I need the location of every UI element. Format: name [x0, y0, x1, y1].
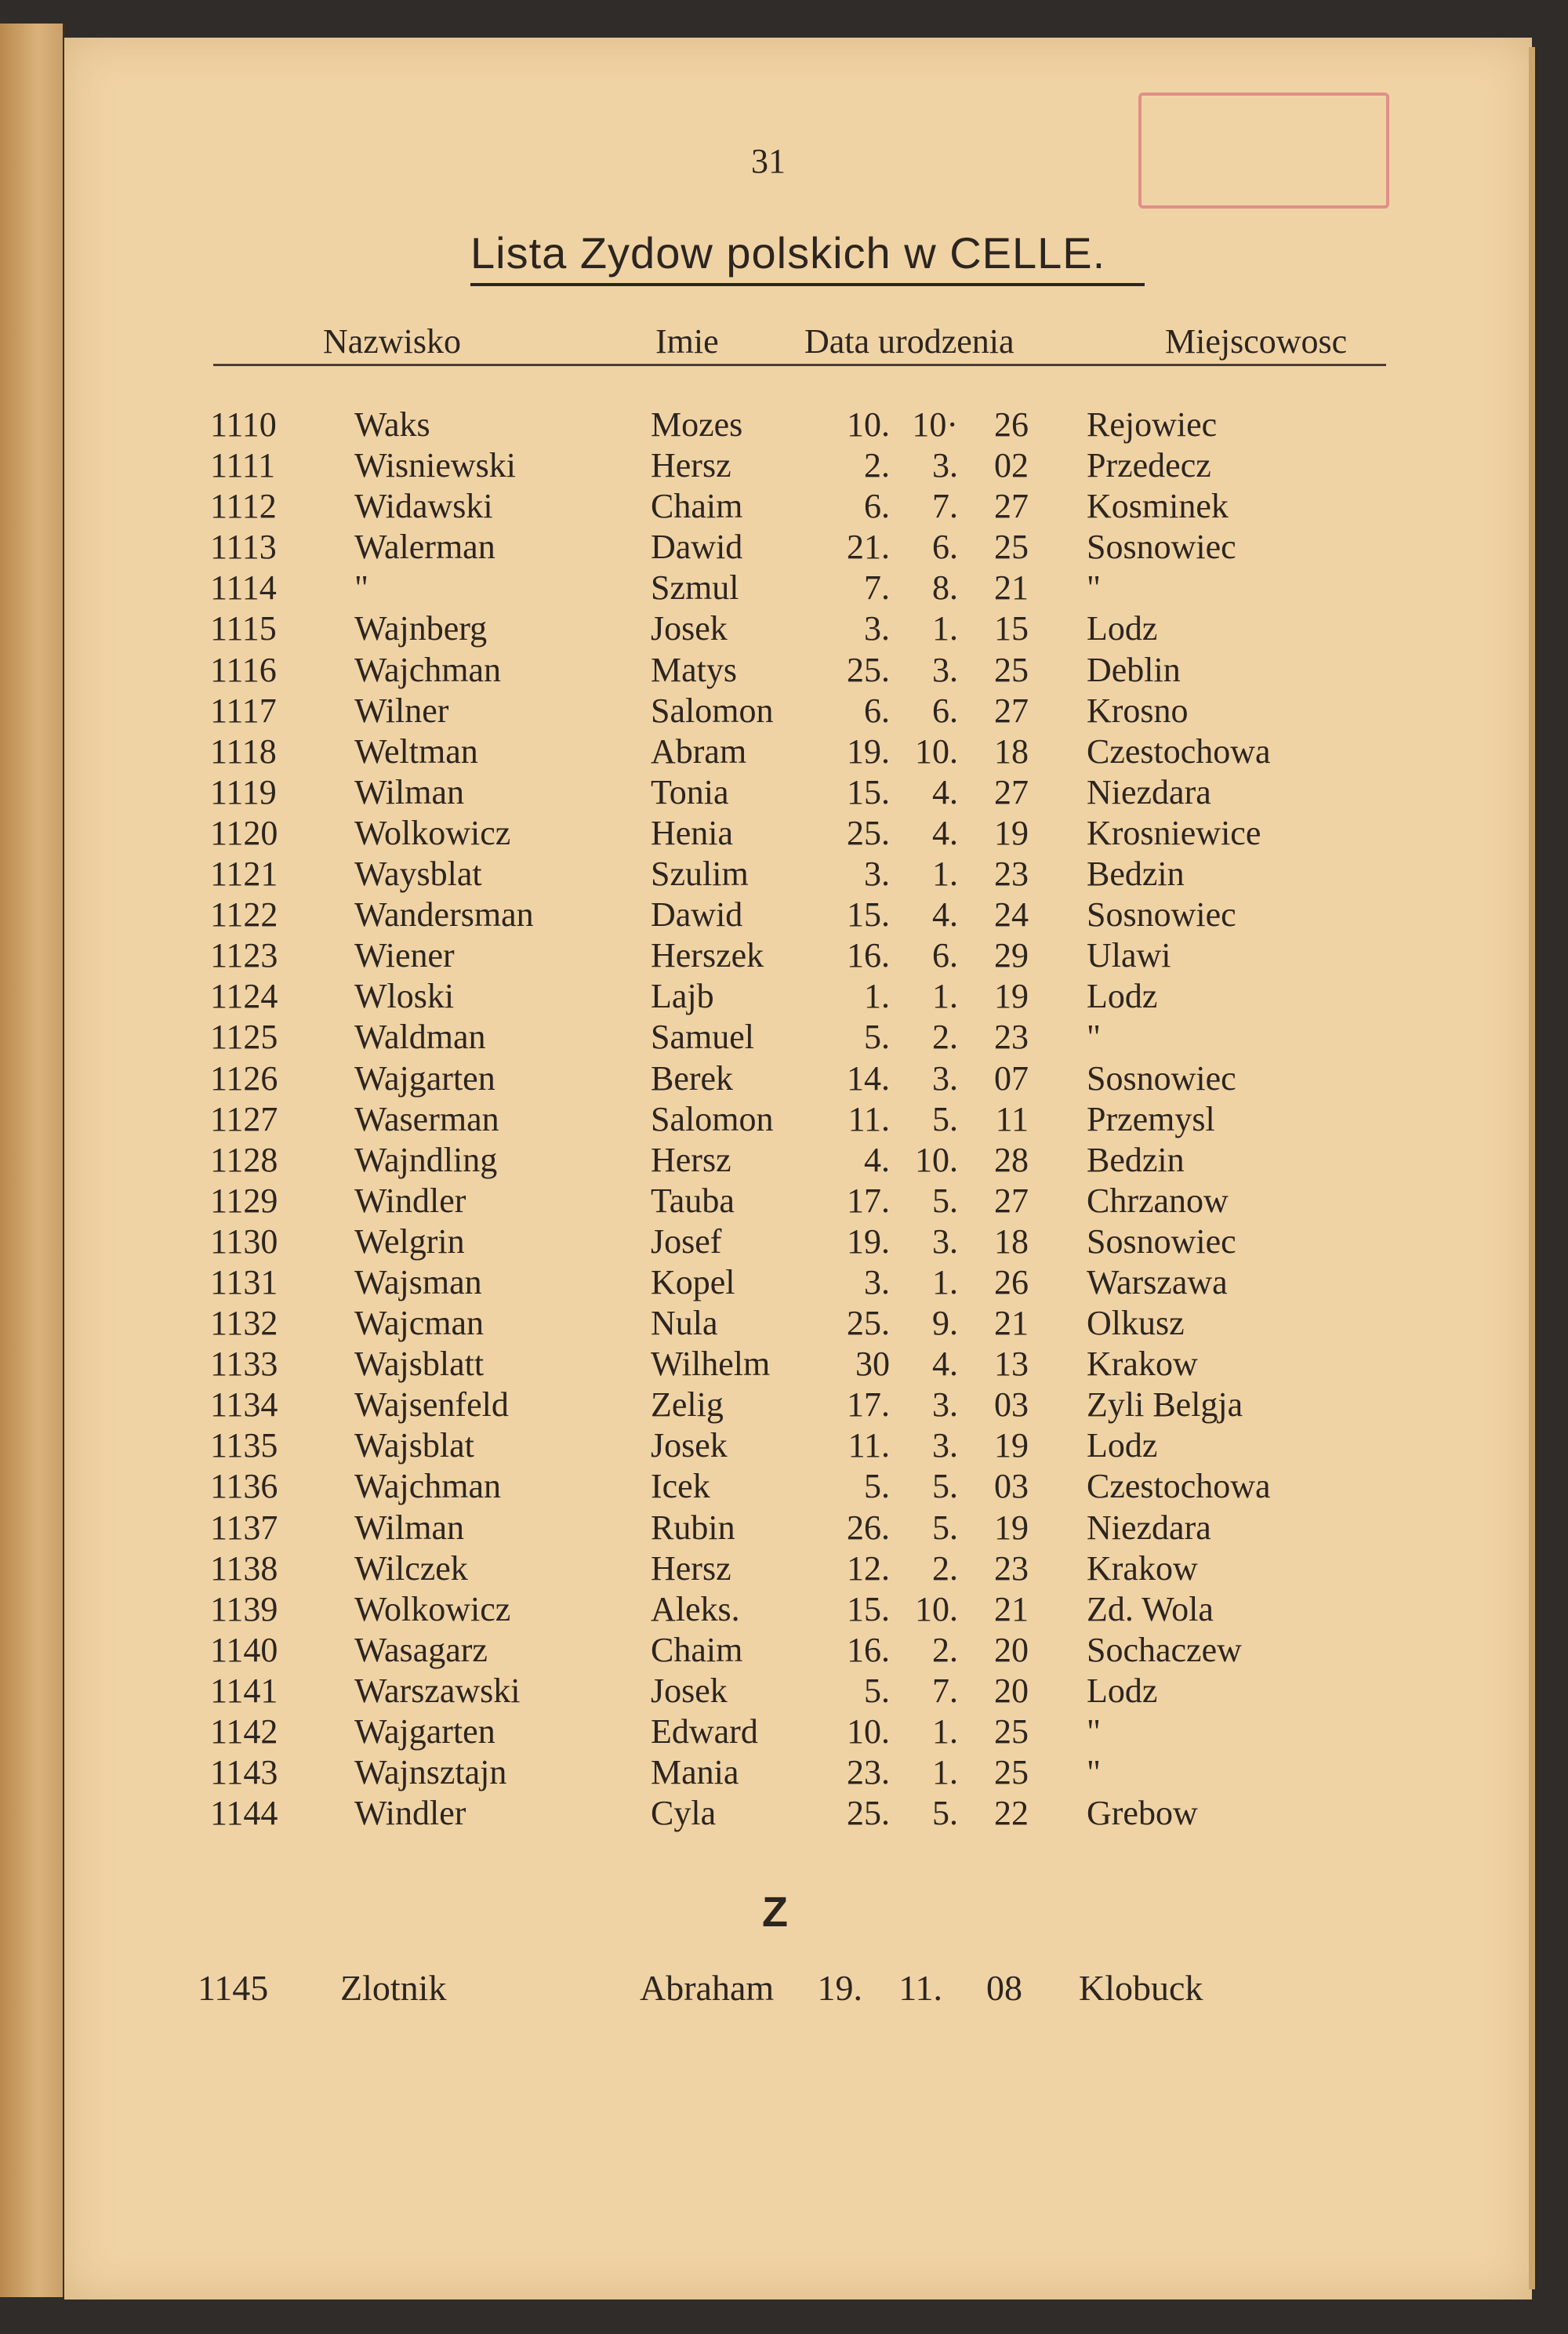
entry-number: 1111 [210, 446, 276, 485]
birth-year: 19 [994, 1508, 1029, 1547]
table-row [0, 772, 1568, 813]
entry-number: 1145 [198, 1968, 269, 2008]
table-row [0, 1466, 1568, 1507]
first-name: Hersz [651, 446, 731, 485]
birth-month: 4. [932, 813, 958, 852]
table-row [0, 1425, 1568, 1466]
surname: Wilman [354, 772, 464, 811]
surname: Wilner [354, 691, 449, 730]
place: Czestochowa [1087, 1467, 1271, 1506]
surname: Zlotnik [340, 1968, 447, 2008]
table-row [0, 1344, 1568, 1385]
birth-day: 12. [847, 1548, 890, 1588]
place: Sochaczew [1087, 1630, 1242, 1669]
place: " [1087, 568, 1101, 608]
first-name: Aleks. [651, 1589, 740, 1628]
entry-number: 1130 [210, 1221, 278, 1261]
birth-day: 11. [848, 1099, 890, 1138]
place: Ulawi [1087, 936, 1171, 975]
birth-day: 17. [847, 1385, 890, 1425]
place: Krosniewice [1087, 813, 1261, 852]
birth-month: 1. [932, 977, 958, 1016]
surname: Wloski [354, 977, 455, 1016]
table-row [0, 1303, 1568, 1344]
place: " [1087, 1753, 1101, 1792]
birth-day: 6. [864, 487, 890, 526]
place: Sosnowiec [1087, 1058, 1236, 1098]
place: " [1087, 1712, 1101, 1751]
first-name: Tauba [651, 1181, 735, 1220]
table-row [0, 1630, 1568, 1671]
surname: Wolkowicz [354, 813, 511, 852]
birth-month: 10. [915, 731, 958, 771]
first-name: Rubin [651, 1508, 735, 1547]
birth-day: 5. [864, 1018, 890, 1057]
place: Bedzin [1087, 1140, 1185, 1179]
birth-year: 20 [994, 1630, 1029, 1669]
first-name: Tonia [651, 772, 729, 811]
birth-month: 3. [932, 446, 958, 485]
surname: Wandersman [354, 895, 534, 935]
first-name: Cyla [651, 1794, 717, 1833]
birth-day: 19. [847, 731, 890, 771]
place: Przemysl [1087, 1099, 1215, 1138]
first-name: Josek [651, 1426, 728, 1465]
birth-month: 1. [932, 855, 958, 894]
place: " [1087, 1018, 1101, 1057]
surname: Windler [354, 1794, 466, 1833]
birth-year: 08 [986, 1968, 1022, 2008]
surname: Waserman [354, 1099, 499, 1138]
surname: Wajndling [354, 1140, 498, 1179]
entry-number: 1119 [210, 772, 277, 811]
place: Kosminek [1087, 487, 1229, 526]
table-row [0, 1793, 1568, 1834]
first-name: Abram [651, 731, 747, 771]
first-name: Hersz [651, 1140, 731, 1179]
place: Olkusz [1087, 1304, 1185, 1343]
entry-number: 1116 [210, 650, 277, 689]
header-birth-date: Data urodzenia [804, 322, 1014, 361]
birth-day: 14. [847, 1058, 890, 1098]
birth-day: 10. [847, 1712, 890, 1751]
entry-number: 1139 [210, 1589, 278, 1628]
first-name: Nula [651, 1304, 718, 1343]
birth-month: 3. [932, 1221, 958, 1261]
birth-year: 25 [994, 528, 1029, 567]
first-name: Dawid [651, 895, 743, 935]
surname: Wajsman [354, 1262, 482, 1301]
table-row [0, 731, 1568, 772]
first-name: Zelig [651, 1385, 724, 1425]
birth-month: 4. [932, 895, 958, 935]
birth-year: 23 [994, 1548, 1029, 1588]
name-list [0, 405, 1568, 1834]
first-name: Mozes [651, 405, 743, 444]
birth-month: 4. [932, 772, 958, 811]
surname: Waks [354, 405, 430, 444]
birth-year: 21 [994, 568, 1029, 608]
page-number: 31 [751, 142, 786, 180]
place: Sosnowiec [1087, 895, 1236, 935]
first-name: Kopel [651, 1262, 735, 1301]
first-name: Matys [651, 650, 737, 689]
birth-month: 3. [932, 1058, 958, 1098]
first-name: Dawid [651, 528, 743, 567]
birth-day: 19. [847, 1221, 890, 1261]
first-name: Wilhelm [651, 1345, 771, 1384]
birth-month: 10. [915, 1589, 958, 1628]
table-row [0, 445, 1568, 486]
table-row [0, 1966, 1568, 2010]
entry-number: 1112 [210, 487, 277, 526]
surname: Wajcman [354, 1304, 485, 1343]
birth-month: 1. [932, 1753, 958, 1792]
surname: Wajgarten [354, 1058, 495, 1098]
table-row [0, 527, 1568, 568]
birth-year: 18 [994, 1221, 1029, 1261]
entry-number: 1134 [210, 1385, 278, 1425]
birth-year: 22 [994, 1794, 1029, 1833]
birth-day: 1. [864, 977, 890, 1016]
birth-day: 26. [847, 1508, 890, 1547]
entry-number: 1120 [210, 813, 278, 852]
surname: Waysblat [354, 855, 482, 894]
place: Rejowiec [1087, 405, 1218, 444]
table-row [0, 1671, 1568, 1711]
table-row [0, 1508, 1568, 1548]
place: Zd. Wola [1087, 1589, 1214, 1628]
birth-month: 5. [932, 1181, 958, 1220]
first-name: Chaim [651, 1630, 743, 1669]
birth-year: 11 [995, 1099, 1029, 1138]
surname: Widawski [354, 487, 493, 526]
table-row [0, 608, 1568, 649]
place: Krakow [1087, 1345, 1198, 1384]
entry-number: 1132 [210, 1304, 278, 1343]
birth-month: 3. [932, 650, 958, 689]
birth-day: 15. [847, 895, 890, 935]
surname: Wajnberg [354, 609, 488, 648]
birth-day: 16. [847, 936, 890, 975]
table-row [0, 1140, 1568, 1181]
surname: Wajsenfeld [354, 1385, 509, 1425]
place: Lodz [1087, 609, 1158, 648]
place: Deblin [1087, 650, 1181, 689]
surname: Wajsblatt [354, 1345, 485, 1384]
surname: Wajchman [354, 650, 502, 689]
birth-year: 25 [994, 650, 1029, 689]
birth-day: 7. [864, 568, 890, 608]
entry-number: 1127 [210, 1099, 278, 1138]
birth-day: 15. [847, 1589, 890, 1628]
entry-number: 1118 [210, 731, 277, 771]
birth-year: 27 [994, 1181, 1029, 1220]
surname: Waldman [354, 1018, 486, 1057]
birth-year: 19 [994, 1426, 1029, 1465]
birth-day: 5. [864, 1671, 890, 1710]
birth-year: 26 [994, 1262, 1029, 1301]
birth-month: 6. [932, 528, 958, 567]
table-row [0, 1058, 1568, 1099]
entry-number: 1110 [210, 405, 277, 444]
entry-number: 1143 [210, 1753, 278, 1792]
birth-day: 3. [864, 609, 890, 648]
header-place: Miejscowosc [1165, 322, 1348, 361]
birth-month: 7. [932, 487, 958, 526]
place: Lodz [1087, 977, 1158, 1016]
birth-month: 9. [932, 1304, 958, 1343]
surname: Wasagarz [354, 1630, 488, 1669]
first-name: Samuel [651, 1018, 754, 1057]
birth-day: 25. [847, 1794, 890, 1833]
first-name: Edward [651, 1712, 758, 1751]
header-first-name: Imie [655, 322, 719, 361]
entry-number: 1124 [210, 977, 278, 1016]
place: Lodz [1087, 1671, 1158, 1710]
entry-number: 1133 [210, 1345, 278, 1384]
entry-number: 1128 [210, 1140, 278, 1179]
surname: Windler [354, 1181, 466, 1220]
first-name: Josek [651, 609, 728, 648]
birth-month: 5. [932, 1794, 958, 1833]
birth-year: 13 [994, 1345, 1029, 1384]
table-row [0, 568, 1568, 608]
birth-month: 3. [932, 1385, 958, 1425]
entry-number: 1137 [210, 1508, 278, 1547]
birth-day: 21. [847, 528, 890, 567]
table-row [0, 1099, 1568, 1140]
birth-year: 20 [994, 1671, 1029, 1710]
birth-year: 19 [994, 813, 1029, 852]
birth-month: 5. [932, 1508, 958, 1547]
table-row [0, 691, 1568, 731]
archive-stamp [1138, 93, 1389, 209]
birth-year: 03 [994, 1467, 1029, 1506]
surname: Welgrin [354, 1221, 465, 1261]
first-name: Salomon [651, 691, 774, 730]
surname: Wajgarten [354, 1712, 495, 1751]
entry-number: 1144 [210, 1794, 278, 1833]
first-name: Josef [651, 1221, 722, 1261]
birth-day: 6. [864, 691, 890, 730]
table-row [0, 1262, 1568, 1303]
birth-year: 29 [994, 936, 1029, 975]
birth-year: 18 [994, 731, 1029, 771]
surname: Wilczek [354, 1548, 468, 1588]
first-name: Szmul [651, 568, 739, 608]
first-name: Henia [651, 813, 734, 852]
entry-number: 1141 [210, 1671, 278, 1710]
birth-day: 19. [817, 1968, 862, 2008]
birth-month: 1. [932, 1262, 958, 1301]
birth-year: 19 [994, 977, 1029, 1016]
entry-number: 1123 [210, 936, 278, 975]
place: Krosno [1087, 691, 1189, 730]
birth-day: 30 [855, 1345, 890, 1384]
birth-month: 1. [932, 1712, 958, 1751]
place: Klobuck [1079, 1968, 1203, 2008]
birth-year: 26 [994, 405, 1029, 444]
place: Sosnowiec [1087, 528, 1236, 567]
birth-month: 7. [932, 1671, 958, 1710]
birth-day: 4. [864, 1140, 890, 1179]
table-row [0, 1548, 1568, 1589]
surname: Wajsblat [354, 1426, 474, 1465]
birth-month: 5. [932, 1467, 958, 1506]
birth-day: 23. [847, 1753, 890, 1792]
birth-day: 5. [864, 1467, 890, 1506]
birth-year: 25 [994, 1753, 1029, 1792]
first-name: Abraham [640, 1968, 775, 2008]
birth-day: 17. [847, 1181, 890, 1220]
place: Chrzanow [1087, 1181, 1229, 1220]
birth-year: 21 [994, 1304, 1029, 1343]
header-surname: Nazwisko [323, 322, 461, 361]
birth-year: 23 [994, 1018, 1029, 1057]
table-row [0, 1711, 1568, 1752]
first-name: Hersz [651, 1548, 731, 1588]
birth-day: 3. [864, 1262, 890, 1301]
birth-day: 11. [848, 1426, 890, 1465]
first-name: Chaim [651, 487, 743, 526]
first-name: Mania [651, 1753, 739, 1792]
table-row [0, 405, 1568, 445]
birth-month: 2. [932, 1018, 958, 1057]
table-row [0, 976, 1568, 1017]
place: Krakow [1087, 1548, 1198, 1588]
first-name: Berek [651, 1058, 734, 1098]
first-name: Salomon [651, 1099, 774, 1138]
birth-day: 3. [864, 855, 890, 894]
place: Lodz [1087, 1426, 1158, 1465]
table-row [0, 895, 1568, 935]
place: Niezdara [1087, 772, 1211, 811]
entry-number: 1131 [210, 1262, 278, 1301]
entry-number: 1121 [210, 855, 278, 894]
birth-year: 25 [994, 1712, 1029, 1751]
surname: Wajchman [354, 1467, 502, 1506]
entry-number: 1142 [210, 1712, 278, 1751]
place: Sosnowiec [1087, 1221, 1236, 1261]
place: Przedecz [1087, 446, 1211, 485]
entry-number: 1114 [210, 568, 277, 608]
birth-year: 21 [994, 1589, 1029, 1628]
entry-number: 1138 [210, 1548, 278, 1588]
birth-month: 4. [932, 1345, 958, 1384]
place: Niezdara [1087, 1508, 1211, 1547]
entry-number: 1122 [210, 895, 278, 935]
surname: Walerman [354, 528, 495, 567]
first-name: Szulim [651, 855, 749, 894]
birth-day: 16. [847, 1630, 890, 1669]
birth-month: 10. [915, 1140, 958, 1179]
page-title: Lista Zydow polskich w CELLE. [470, 227, 1145, 286]
birth-day: 15. [847, 772, 890, 811]
birth-year: 02 [994, 446, 1029, 485]
entry-number: 1129 [210, 1181, 278, 1220]
table-row [0, 935, 1568, 976]
table-row [0, 813, 1568, 854]
surname: Wolkowicz [354, 1589, 511, 1628]
first-name: Josek [651, 1671, 728, 1710]
table-row [0, 1589, 1568, 1630]
table-row [0, 650, 1568, 691]
header-rule [213, 364, 1386, 366]
entry-number: 1117 [210, 691, 277, 730]
birth-year: 07 [994, 1058, 1029, 1098]
birth-day: 25. [847, 813, 890, 852]
surname: Wisniewski [354, 446, 516, 485]
first-name: Herszek [651, 936, 764, 975]
place: Zyli Belgja [1087, 1385, 1243, 1425]
birth-month: 3. [932, 1426, 958, 1465]
birth-year: 24 [994, 895, 1029, 935]
birth-month: 5. [932, 1099, 958, 1138]
section-letter: Z [762, 1889, 788, 1936]
birth-month: 6. [932, 691, 958, 730]
table-row [0, 486, 1568, 527]
birth-year: 27 [994, 772, 1029, 811]
entry-number: 1126 [210, 1058, 278, 1098]
entry-number: 1125 [210, 1018, 278, 1057]
birth-year: 23 [994, 855, 1029, 894]
place: Bedzin [1087, 855, 1185, 894]
surname: Warszawski [354, 1671, 521, 1710]
birth-day: 25. [847, 650, 890, 689]
birth-day: 10. [847, 405, 890, 444]
entry-number: 1135 [210, 1426, 278, 1465]
place: Warszawa [1087, 1262, 1228, 1301]
surname: Weltman [354, 731, 478, 771]
birth-month: 11. [898, 1968, 942, 2008]
birth-month: 10· [912, 405, 958, 444]
birth-month: 2. [932, 1548, 958, 1588]
first-name: Lajb [651, 977, 714, 1016]
birth-year: 27 [994, 487, 1029, 526]
place: Czestochowa [1087, 731, 1271, 771]
surname: " [354, 568, 368, 608]
birth-month: 8. [932, 568, 958, 608]
entry-number: 1140 [210, 1630, 278, 1669]
birth-month: 2. [932, 1630, 958, 1669]
table-row [0, 1385, 1568, 1425]
first-name: Icek [651, 1467, 710, 1506]
table-row [0, 854, 1568, 895]
birth-day: 25. [847, 1304, 890, 1343]
entry-number: 1115 [210, 609, 277, 648]
place: Grebow [1087, 1794, 1198, 1833]
entry-number: 1136 [210, 1467, 278, 1506]
birth-month: 6. [932, 936, 958, 975]
table-row [0, 1221, 1568, 1262]
table-row [0, 1181, 1568, 1221]
birth-month: 1. [932, 609, 958, 648]
surname: Wajnsztajn [354, 1753, 507, 1792]
table-row [0, 1752, 1568, 1793]
surname: Wiener [354, 936, 455, 975]
birth-year: 28 [994, 1140, 1029, 1179]
table-row [0, 1017, 1568, 1058]
birth-year: 03 [994, 1385, 1029, 1425]
birth-day: 2. [864, 446, 890, 485]
entry-number: 1113 [210, 528, 277, 567]
birth-year: 15 [994, 609, 1029, 648]
surname: Wilman [354, 1508, 464, 1547]
birth-year: 27 [994, 691, 1029, 730]
